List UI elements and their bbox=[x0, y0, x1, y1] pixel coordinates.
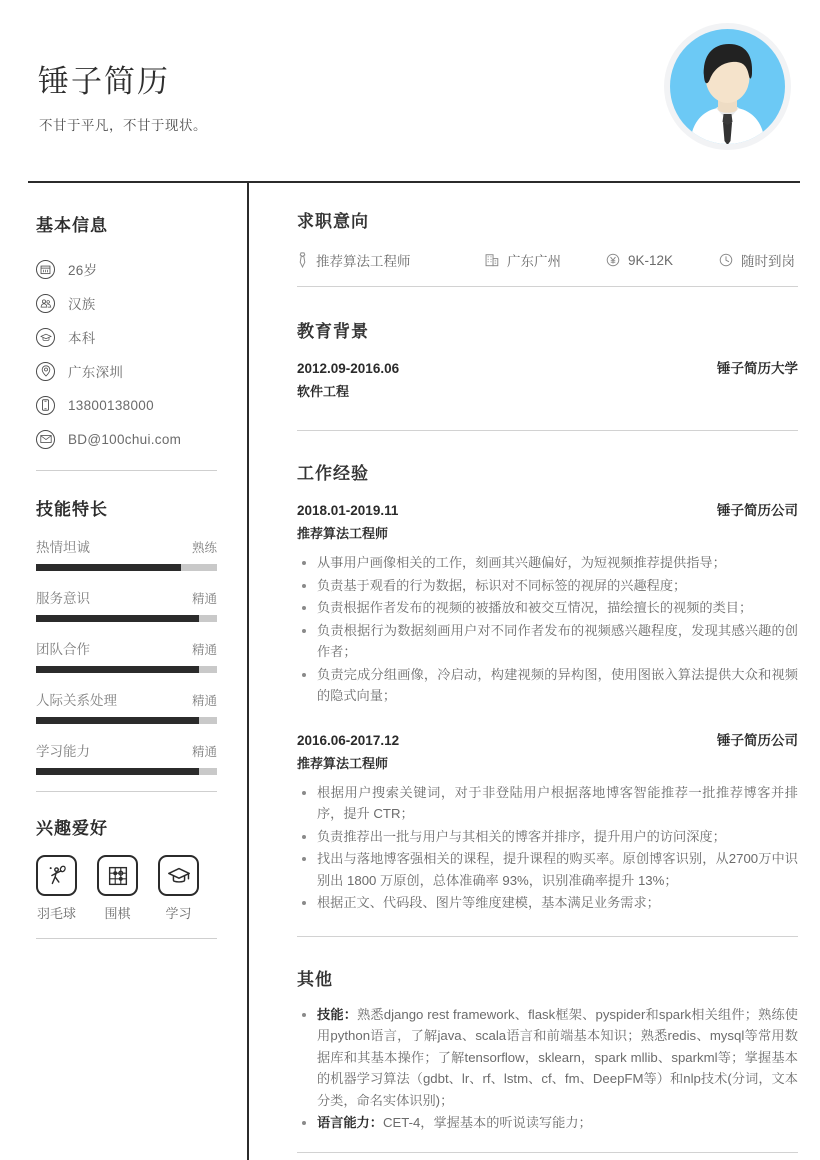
list-item bbox=[36, 286, 217, 320]
basic-info-value: 汉族 bbox=[68, 297, 96, 312]
work-bullet-list bbox=[297, 552, 798, 707]
list-item bbox=[36, 422, 217, 456]
skill-progress-track bbox=[36, 615, 217, 622]
basic-info-value: 广东深圳 bbox=[68, 365, 124, 380]
calendar-icon bbox=[36, 260, 55, 279]
list-item: 根据用户搜索关键词，对于非登陆用户根据落地博客智能推荐一批推荐博客并排序，提升 CTR； bbox=[297, 782, 798, 825]
list-item bbox=[297, 1112, 798, 1134]
list-item bbox=[36, 252, 217, 286]
entry-subtitle: 推荐算法工程师 bbox=[297, 526, 389, 541]
skill-level: 精通 bbox=[191, 745, 217, 759]
list-item bbox=[36, 354, 217, 388]
section-divider bbox=[297, 286, 798, 287]
section-divider bbox=[297, 936, 798, 937]
person-illustration-icon bbox=[670, 29, 785, 144]
badminton-icon bbox=[36, 855, 77, 896]
entry-subtitle: 推荐算法工程师 bbox=[297, 755, 389, 771]
necktie-icon bbox=[297, 252, 308, 268]
people-icon bbox=[36, 294, 55, 313]
skill-progress-fill bbox=[36, 564, 181, 571]
section-education bbox=[297, 317, 798, 431]
job-intention-value: 广东广州 bbox=[507, 254, 561, 269]
section-title-skills: 技能特长 bbox=[36, 500, 108, 519]
skill-item bbox=[36, 587, 217, 622]
section-skills bbox=[36, 495, 217, 792]
section-divider bbox=[36, 470, 217, 471]
other-list bbox=[297, 1004, 798, 1134]
entry-subtitle: 软件工程 bbox=[297, 384, 350, 399]
list-item: 根据正文、代码段、图片等维度建模，基本满足业务需求； bbox=[297, 892, 798, 914]
list-item bbox=[36, 855, 77, 922]
section-title-education: 教育背景 bbox=[297, 322, 369, 341]
list-item: 从事用户画像相关的工作，刻画其兴趣偏好，为短视频推荐提供指导； bbox=[297, 552, 798, 574]
section-hobbies bbox=[36, 814, 217, 939]
section-title-basic-info: 基本信息 bbox=[36, 216, 108, 235]
list-item bbox=[485, 250, 606, 270]
skill-level: 熟练 bbox=[191, 541, 217, 555]
basic-info-value: 26岁 bbox=[68, 263, 98, 278]
section-title-other: 其他 bbox=[297, 969, 333, 989]
skill-level: 精通 bbox=[191, 592, 217, 606]
work-entry bbox=[297, 499, 798, 707]
list-item: 负责基于观看的行为数据，标识对不同标签的视屏的兴趣程度； bbox=[297, 575, 798, 597]
job-intention-list bbox=[297, 250, 798, 270]
job-intention-value: 9K-12K bbox=[628, 252, 674, 268]
building-icon bbox=[485, 253, 499, 267]
skill-progress-track bbox=[36, 768, 217, 775]
skill-level: 精通 bbox=[191, 694, 217, 708]
section-other bbox=[297, 965, 798, 1153]
other-label: 语言能力： bbox=[317, 1115, 383, 1130]
section-title-work-experience: 工作经验 bbox=[297, 464, 369, 483]
skill-name: 人际关系处理 bbox=[36, 693, 117, 708]
list-item bbox=[36, 320, 217, 354]
yuan-icon bbox=[606, 253, 620, 267]
skill-name: 团队合作 bbox=[36, 642, 90, 657]
avatar bbox=[664, 23, 791, 150]
section-job-intention bbox=[297, 207, 798, 287]
page-title: 锤子简历 bbox=[38, 64, 170, 99]
skill-progress-fill bbox=[36, 717, 199, 724]
list-item bbox=[719, 250, 795, 270]
skill-progress-track bbox=[36, 666, 217, 673]
job-intention-value: 推荐算法工程师 bbox=[316, 254, 411, 269]
skill-item bbox=[36, 689, 217, 724]
entry-date: 2016.06-2017.12 bbox=[297, 732, 400, 748]
skill-level: 精通 bbox=[191, 643, 217, 657]
skill-name: 学习能力 bbox=[36, 744, 90, 759]
basic-info-value: 13800138000 bbox=[68, 397, 154, 413]
skill-item bbox=[36, 740, 217, 775]
job-intention-value: 随时到岗 bbox=[741, 254, 795, 269]
graduation-cap-icon bbox=[158, 855, 199, 896]
skill-item bbox=[36, 536, 217, 571]
education-entry bbox=[297, 357, 798, 400]
basic-info-list bbox=[36, 252, 217, 456]
skill-progress-track bbox=[36, 717, 217, 724]
list-item: 找出与落地博客强相关的课程，提升课程的购买率。原创博客识别，从2700万中识别出 1800 万原创，总体准确率 93%，识别准确率提升 13%； bbox=[297, 848, 798, 891]
list-item bbox=[158, 855, 199, 922]
hobby-label: 学习 bbox=[165, 906, 192, 921]
graduation-cap-icon bbox=[36, 328, 55, 347]
skill-name: 服务意识 bbox=[36, 591, 90, 606]
entry-organization: 锤子简历公司 bbox=[717, 732, 798, 748]
hobby-label: 羽毛球 bbox=[36, 906, 76, 921]
entry-organization: 锤子简历大学 bbox=[717, 361, 798, 376]
list-item: 负责完成分组画像，冷启动，构建视频的异构图，使用图嵌入算法提供大众和视频的隐式向量； bbox=[297, 664, 798, 707]
other-label: 技能： bbox=[317, 1006, 358, 1022]
entry-date: 2018.01-2019.11 bbox=[297, 503, 399, 518]
list-item: 负责根据行为数据刻画用户对不同作者发布的视频感兴趣程度，发现其感兴趣的创作者； bbox=[297, 620, 798, 663]
section-basic-info bbox=[36, 211, 217, 471]
section-divider bbox=[36, 791, 217, 792]
skill-progress-track bbox=[36, 564, 217, 571]
phone-icon bbox=[36, 396, 55, 415]
list-item bbox=[297, 1004, 798, 1112]
section-work-experience bbox=[297, 459, 798, 937]
header-slogan: 不甘于平凡，不甘于现状。 bbox=[39, 118, 207, 133]
go-board-icon bbox=[97, 855, 138, 896]
section-title-job-intention: 求职意向 bbox=[297, 212, 369, 231]
section-divider bbox=[297, 1152, 798, 1153]
list-item bbox=[297, 250, 485, 270]
sidebar bbox=[0, 181, 247, 939]
list-item bbox=[36, 388, 217, 422]
section-divider bbox=[297, 430, 798, 431]
work-entry bbox=[297, 729, 798, 914]
other-value: 熟悉django rest framework、flask框架、pyspider和spark相关组件；熟练使用python语言，了解java、scala语言和前端基本知识；熟悉redis、mysql等常用数据库和其基本操作；了解tensorflow，sklearn，spark mllib、sparkml等；掌握基本的机器学习算法（gdbt、lr、rf、lstm、cf、fm、DeepFM等）和nlp技术(分词，文本分类，命名实体识别)； bbox=[317, 1006, 798, 1108]
list-item: 负责根据作者发布的视频的被播放和被交互情况，描绘擅长的视频的类目； bbox=[297, 597, 798, 619]
other-value: CET-4，掌握基本的听说读写能力； bbox=[382, 1115, 592, 1130]
list-item bbox=[606, 250, 719, 270]
list-item: 负责推荐出一批与用户与其相关的博客并排序，提升用户的访问深度； bbox=[297, 826, 798, 848]
hobby-label: 围棋 bbox=[104, 906, 131, 921]
clock-icon bbox=[719, 253, 733, 267]
location-pin-icon bbox=[36, 362, 55, 381]
work-bullet-list bbox=[297, 782, 798, 914]
skill-progress-fill bbox=[36, 666, 199, 673]
section-divider bbox=[36, 938, 217, 939]
resume-header bbox=[0, 0, 820, 182]
basic-info-value: 本科 bbox=[68, 331, 96, 346]
skill-progress-fill bbox=[36, 615, 199, 622]
hobby-list bbox=[36, 855, 217, 922]
envelope-icon bbox=[36, 430, 55, 449]
basic-info-value: BD@100chui.com bbox=[68, 431, 182, 447]
entry-organization: 锤子简历公司 bbox=[717, 503, 798, 518]
skill-item bbox=[36, 638, 217, 673]
skill-progress-fill bbox=[36, 768, 199, 775]
list-item bbox=[97, 855, 138, 922]
main-content bbox=[249, 181, 820, 1155]
entry-date: 2012.09-2016.06 bbox=[297, 361, 400, 376]
avatar-illustration bbox=[670, 29, 785, 144]
skill-name: 热情坦诚 bbox=[36, 540, 90, 555]
section-title-hobbies: 兴趣爱好 bbox=[36, 819, 108, 838]
